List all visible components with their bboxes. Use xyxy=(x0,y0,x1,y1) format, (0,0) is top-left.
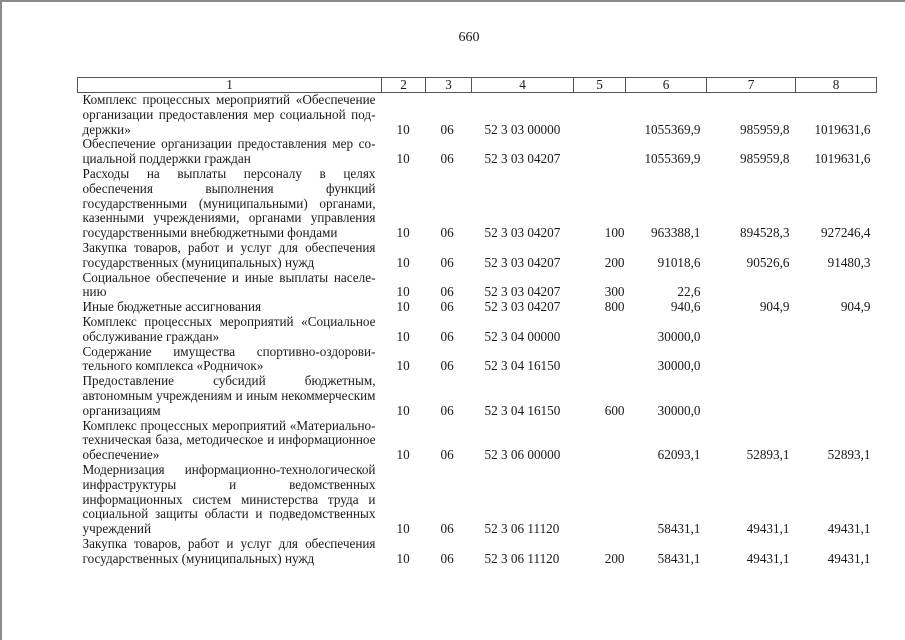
subsection-code: 06 xyxy=(440,121,454,137)
target-article-code: 52 3 03 00000 xyxy=(484,121,561,137)
amount-year-1: 30000,0 xyxy=(657,358,701,374)
expense-type-code: 600 xyxy=(604,402,625,418)
amount-year-2: 904,9 xyxy=(759,299,790,315)
row-name: Расходы на выплаты персоналу в целях обеспечения выполнения функций государственными (муниципальными) органами, казенными учреждениями, органами управления государственными внебюджетными фондами xyxy=(82,165,376,241)
amount-year-1: 58431,1 xyxy=(657,550,701,566)
amount-year-3: 927246,4 xyxy=(821,225,871,241)
expense-type-code: 100 xyxy=(604,225,625,241)
amount-year-3 xyxy=(796,315,877,345)
amount-year-3: 91480,3 xyxy=(827,254,871,270)
header-col-6: 6 xyxy=(626,78,707,93)
row-name: Социальное обеспечение и иные выплаты населению xyxy=(82,269,376,300)
amount-year-2 xyxy=(707,345,796,375)
amount-year-3: 904,9 xyxy=(840,299,871,315)
amount-year-2 xyxy=(707,271,796,301)
amount-year-1: 1055369,9 xyxy=(644,151,701,167)
amount-year-1: 91018,6 xyxy=(657,254,701,270)
amount-year-2: 49431,1 xyxy=(746,550,790,566)
expense-type-code xyxy=(574,137,626,167)
amount-year-3: 1019631,6 xyxy=(814,151,871,167)
subsection-code: 06 xyxy=(440,225,454,241)
subsection-code: 06 xyxy=(440,550,454,566)
expense-type-code: 200 xyxy=(604,550,625,566)
amount-year-2 xyxy=(707,315,796,345)
amount-year-3: 1019631,6 xyxy=(814,121,871,137)
header-row xyxy=(78,78,877,93)
subsection-code: 06 xyxy=(440,328,454,344)
row-name: Содержание имущества спортивно-оздоровительного комплекса «Родничок» xyxy=(82,343,376,374)
section-code: 10 xyxy=(396,121,410,137)
amount-year-2: 52893,1 xyxy=(746,447,790,463)
amount-year-2 xyxy=(707,374,796,418)
amount-year-1: 22,6 xyxy=(677,284,701,300)
row-name: Комплекс процессных мероприятий «Социальное обслуживание граждан» xyxy=(82,313,376,344)
subsection-code: 06 xyxy=(440,402,454,418)
target-article-code: 52 3 06 00000 xyxy=(484,447,561,463)
expense-type-code: 300 xyxy=(604,284,625,300)
amount-year-3 xyxy=(796,345,877,375)
amount-year-1: 1055369,9 xyxy=(644,121,701,137)
header-col-4: 4 xyxy=(472,78,574,93)
subsection-code: 06 xyxy=(440,521,454,537)
subsection-code: 06 xyxy=(440,358,454,374)
expense-type-code: 800 xyxy=(604,299,625,315)
table-row xyxy=(78,93,877,138)
target-article-code: 52 3 06 11120 xyxy=(484,550,560,566)
section-code: 10 xyxy=(396,299,410,315)
header-col-1: 1 xyxy=(78,78,382,93)
section-code: 10 xyxy=(396,284,410,300)
target-article-code: 52 3 03 04207 xyxy=(484,299,561,315)
amount-year-3 xyxy=(796,374,877,418)
section-code: 10 xyxy=(396,254,410,270)
target-article-code: 52 3 04 00000 xyxy=(484,328,561,344)
section-code: 10 xyxy=(396,550,410,566)
subsection-code: 06 xyxy=(440,254,454,270)
table-row xyxy=(78,315,877,345)
expense-type-code xyxy=(574,345,626,375)
row-name: Иные бюджетные ассигнования xyxy=(82,299,262,315)
table-row xyxy=(78,345,877,375)
amount-year-1: 58431,1 xyxy=(657,521,701,537)
amount-year-3: 49431,1 xyxy=(827,521,871,537)
amount-year-1: 62093,1 xyxy=(657,447,701,463)
target-article-code: 52 3 03 04207 xyxy=(484,151,561,167)
section-code: 10 xyxy=(396,521,410,537)
expense-type-code: 200 xyxy=(604,254,625,270)
table-row xyxy=(78,419,877,463)
amount-year-2: 985959,8 xyxy=(740,121,790,137)
target-article-code: 52 3 03 04207 xyxy=(484,284,561,300)
budget-table xyxy=(77,77,877,567)
target-article-code: 52 3 06 11120 xyxy=(484,521,560,537)
row-name: Предоставление субсидий бюджетным, автономным учреждениям и иным некоммерческим организациям xyxy=(82,373,376,418)
expense-type-code xyxy=(574,419,626,463)
table-row xyxy=(78,463,877,537)
header-col-3: 3 xyxy=(426,78,472,93)
section-code: 10 xyxy=(396,447,410,463)
amount-year-3 xyxy=(796,271,877,301)
amount-year-2: 894528,3 xyxy=(740,225,790,241)
amount-year-1: 940,6 xyxy=(670,299,701,315)
row-name: Модернизация информационно-технологической инфраструктуры и ведомственных информационных систем министерства труда и социальной защиты области и подведомственных учреждений xyxy=(82,461,376,537)
table-body xyxy=(78,93,877,567)
table-row xyxy=(78,137,877,167)
amount-year-3: 49431,1 xyxy=(827,550,871,566)
subsection-code: 06 xyxy=(440,447,454,463)
target-article-code: 52 3 04 16150 xyxy=(484,402,561,418)
amount-year-2: 985959,8 xyxy=(740,151,790,167)
header-col-8: 8 xyxy=(796,78,877,93)
amount-year-2: 90526,6 xyxy=(746,254,790,270)
table-row xyxy=(78,167,877,241)
row-name: Закупка товаров, работ и услуг для обеспечения государственных (муниципальных) нужд xyxy=(82,239,376,270)
amount-year-1: 30000,0 xyxy=(657,328,701,344)
table-row xyxy=(78,300,877,315)
subsection-code: 06 xyxy=(440,299,454,315)
table-row xyxy=(78,271,877,301)
amount-year-1: 30000,0 xyxy=(657,402,701,418)
table-row xyxy=(78,241,877,271)
section-code: 10 xyxy=(396,328,410,344)
amount-year-1: 963388,1 xyxy=(651,225,701,241)
row-name: Закупка товаров, работ и услуг для обеспечения государственных (муниципальных) нужд xyxy=(82,535,376,566)
section-code: 10 xyxy=(396,151,410,167)
table-row xyxy=(78,374,877,418)
page-number: 660 xyxy=(458,30,480,45)
subsection-code: 06 xyxy=(440,284,454,300)
expense-type-code xyxy=(574,463,626,537)
target-article-code: 52 3 03 04207 xyxy=(484,225,561,241)
table-row xyxy=(78,537,877,567)
target-article-code: 52 3 03 04207 xyxy=(484,254,561,270)
section-code: 10 xyxy=(396,358,410,374)
table-header xyxy=(78,78,877,93)
target-article-code: 52 3 04 16150 xyxy=(484,358,561,374)
header-col-2: 2 xyxy=(382,78,426,93)
expense-type-code xyxy=(574,93,626,138)
subsection-code: 06 xyxy=(440,151,454,167)
amount-year-2: 49431,1 xyxy=(746,521,790,537)
row-name: Комплекс процессных мероприятий «Обеспечение организации предоставления мер социальной поддержки» xyxy=(82,92,376,137)
header-col-5: 5 xyxy=(574,78,626,93)
header-col-7: 7 xyxy=(707,78,796,93)
row-name: Обеспечение организации предоставления мер социальной поддержки граждан xyxy=(82,136,376,167)
section-code: 10 xyxy=(396,225,410,241)
row-name: Комплекс процессных мероприятий «Материально-техническая база, методическое и информационное обеспечение» xyxy=(82,417,376,463)
amount-year-3: 52893,1 xyxy=(827,447,871,463)
section-code: 10 xyxy=(396,402,410,418)
expense-type-code xyxy=(574,315,626,345)
